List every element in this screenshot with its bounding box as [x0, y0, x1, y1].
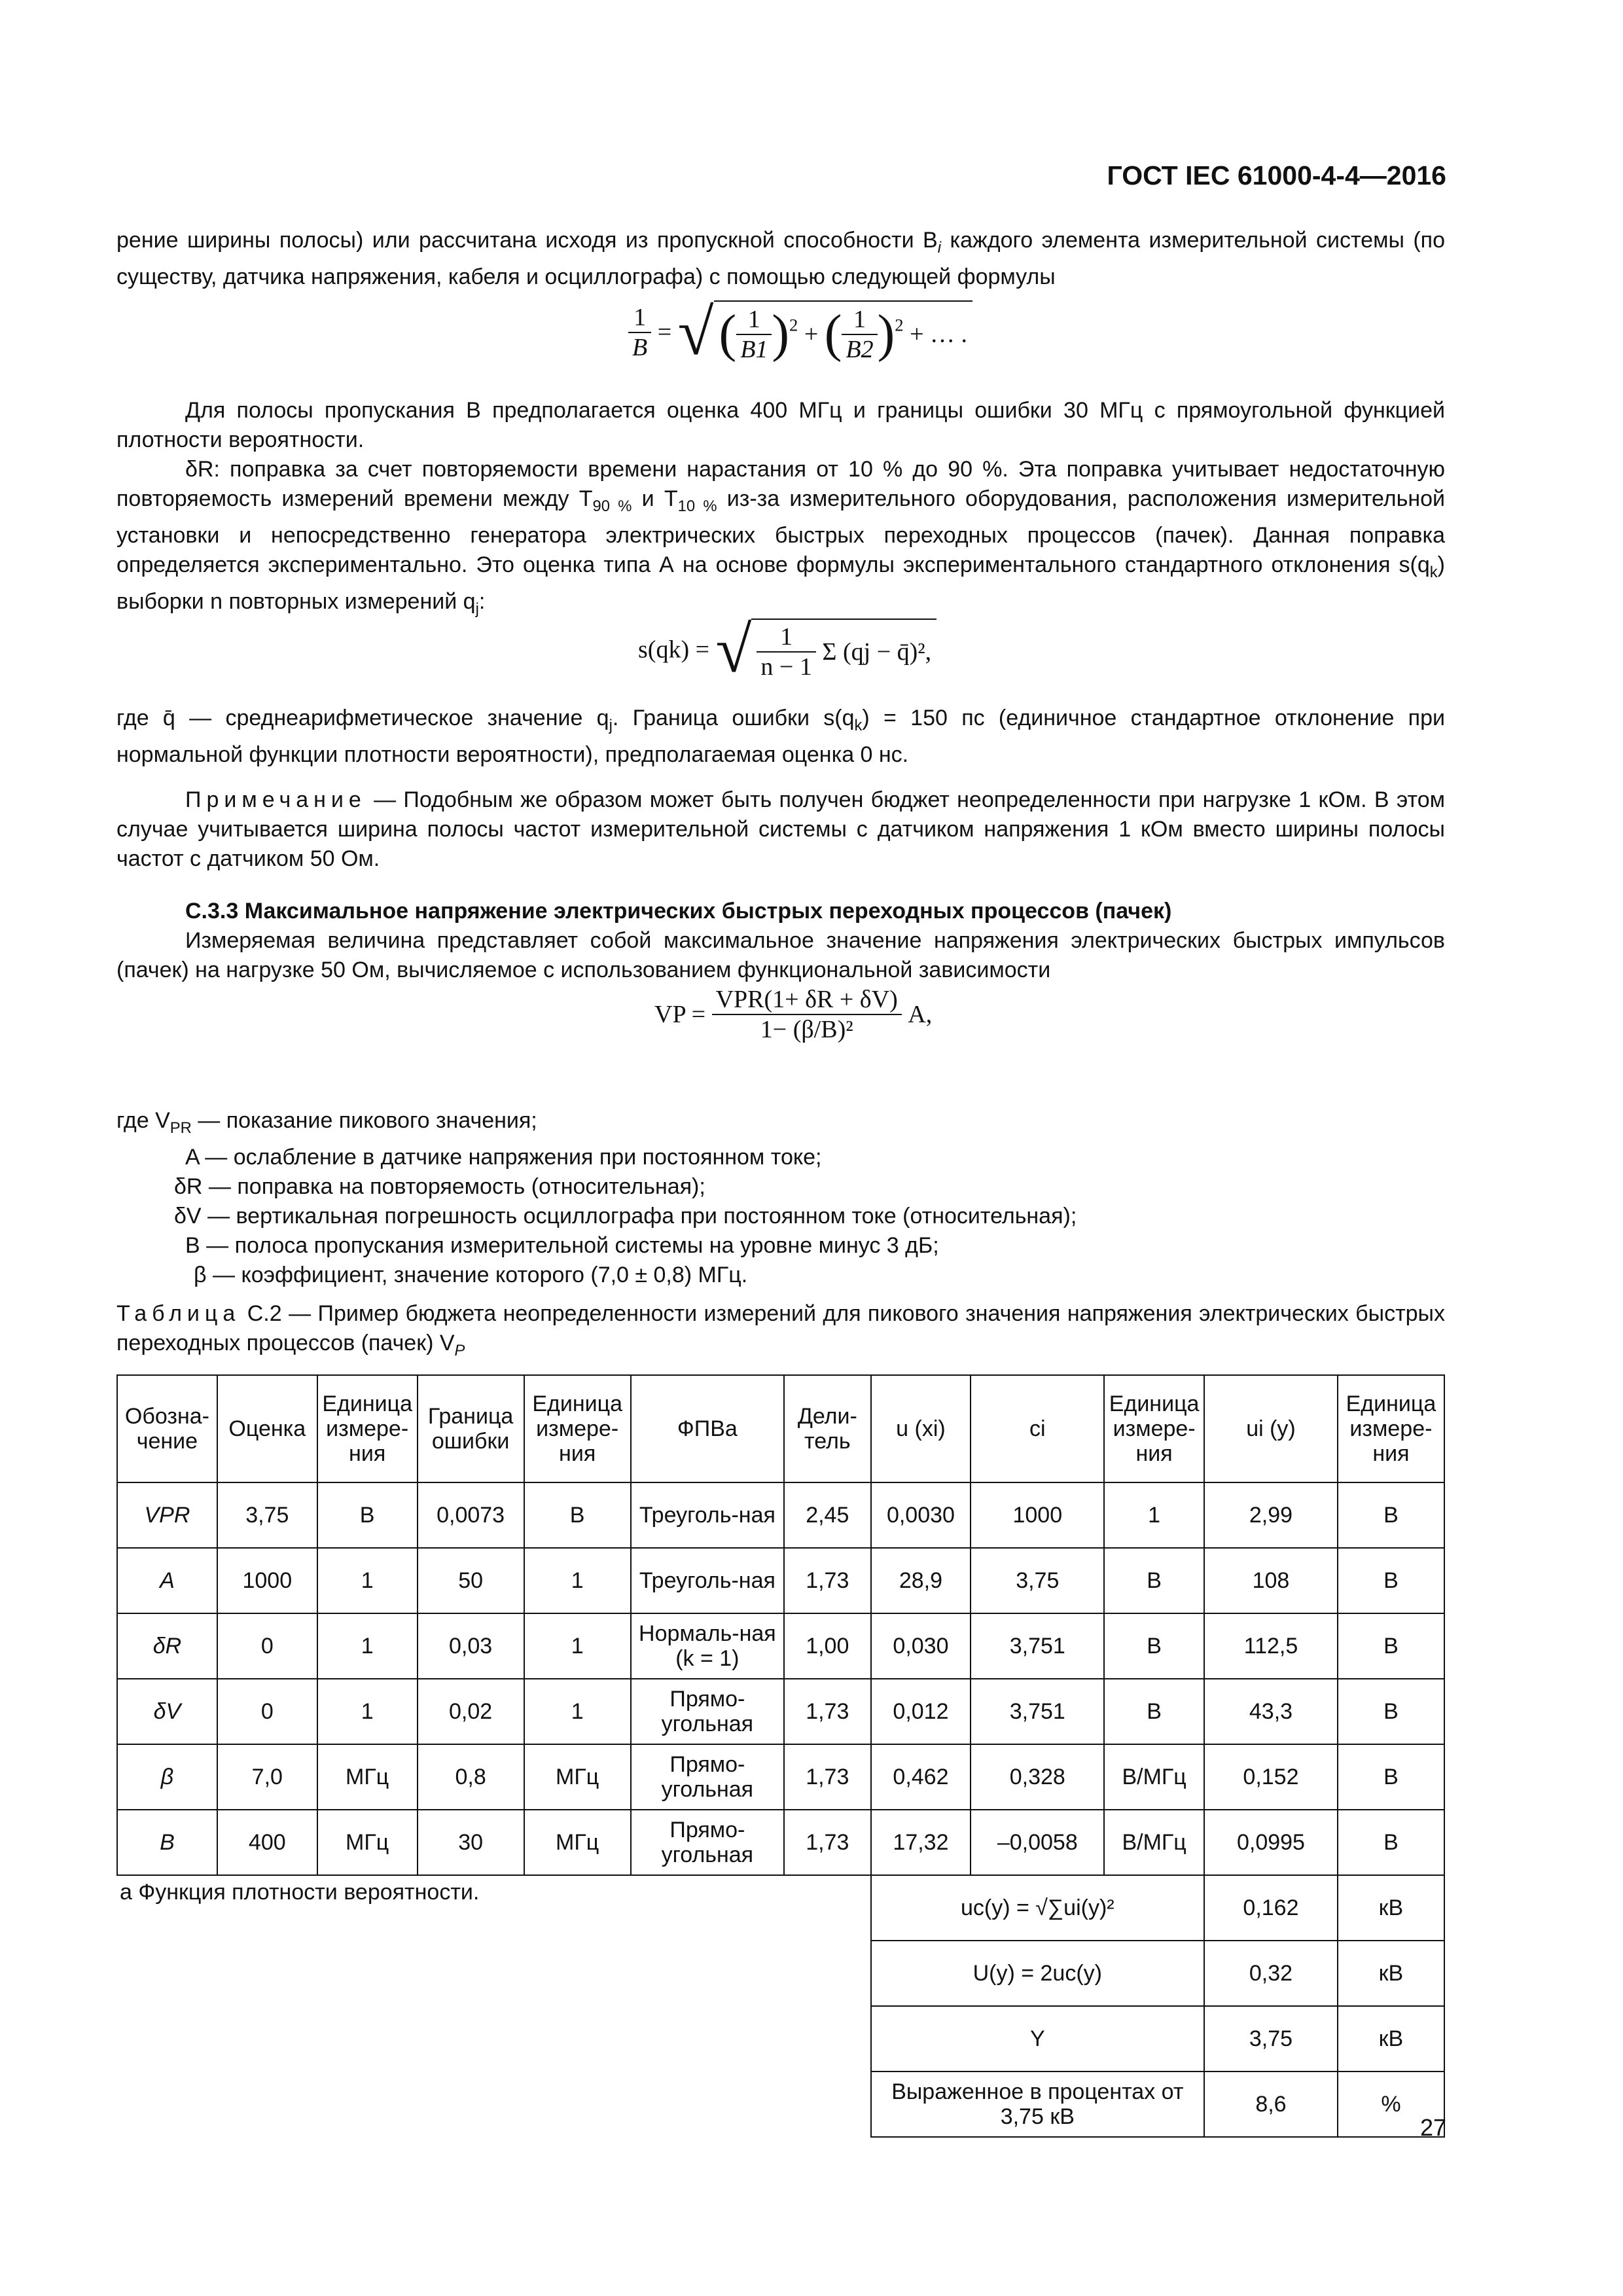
paragraph-delta-r: δR: поправка за счет повторяемости времени нарастания от 10 % до 90 %. Эта поправка учитывает недостаточную повторяемость измерений времени между $T_{90 \%}$ и $T_{10 \%}$ из-за измерительного оборудования, расположения измерительной установки и непосредственно генератора электрических быстрых переходных процессов (пачек). Данная поправка определяется экспериментально. Это оценка типа А на основе формулы экспериментального стандартного отклонения $s(q_k)$ выборки n повторных измерений $q_j$: [116, 457, 1446, 618]
table-cell: 1 [524, 1679, 631, 1744]
table-cell: В/МГц [1104, 1810, 1204, 1875]
table-cell: 2,99 [1204, 1482, 1338, 1548]
table-cell: A [117, 1548, 217, 1613]
table-cell: МГц [524, 1810, 631, 1875]
col-header: Единица измере-ния [1104, 1375, 1204, 1482]
table-cell: 30 [418, 1810, 524, 1875]
table-cell: Прямо-угольная [631, 1810, 784, 1875]
table-cell: 1 [524, 1548, 631, 1613]
table-cell: В [1338, 1548, 1444, 1613]
summary-row-U: U(y) = 2uc(y) 0,32 кВ [117, 1941, 1444, 2006]
paragraph-mean-value: где q̄ — среднеарифметическое значение $q_j$. Граница ошибки $s(q_k) = 150$ пс (единичное стандартное отклонение при нормальной функции плотности вероятности), предполагаемая оценка 0 нс. [116, 706, 1445, 767]
table-cell: δV [117, 1679, 217, 1744]
table-cell: Треуголь-ная [631, 1548, 784, 1613]
table-cell: 0 [217, 1613, 317, 1679]
col-header: Граница ошибки [418, 1375, 524, 1482]
table-cell: В [1338, 1744, 1444, 1810]
table-cell: 0,012 [871, 1679, 971, 1744]
table-cell: 0,328 [971, 1744, 1104, 1810]
table-cell: 1,73 [784, 1744, 870, 1810]
table-cell: 0,03 [418, 1613, 524, 1679]
table-cell: 1,00 [784, 1613, 870, 1679]
table-cell: 1000 [971, 1482, 1104, 1548]
table-cell: 400 [217, 1810, 317, 1875]
table-cell: 112,5 [1204, 1613, 1338, 1679]
paragraph-bandwidth: рение ширины полосы) или рассчитана исходя из пропускной способности $B_i$ каждого элемента измерительной системы (по существу, датчика напряжения, кабеля и осциллографа) с помощью следующей формулы [116, 228, 1446, 289]
table-cell: 28,9 [871, 1548, 971, 1613]
table-cell: 0,0995 [1204, 1810, 1338, 1875]
table-cell: Прямо-угольная [631, 1744, 784, 1810]
table-cell: В/МГц [1104, 1744, 1204, 1810]
table-cell: МГц [317, 1810, 418, 1875]
col-header: Обозна-чение [117, 1375, 217, 1482]
table-header-row [117, 1375, 1444, 1482]
col-header: u (xi) [871, 1375, 971, 1482]
table-cell: Нормаль-ная (k = 1) [631, 1613, 784, 1679]
col-header: ui (y) [1204, 1375, 1338, 1482]
col-header: Единица измере-ния [1338, 1375, 1444, 1482]
table-cell: B [117, 1810, 217, 1875]
table-cell: VPR [117, 1482, 217, 1548]
table-cell: В [1104, 1613, 1204, 1679]
table-cell: 0,0073 [418, 1482, 524, 1548]
formula-standard-deviation: s(qk) = √ $\frac{1}{n - 1}$ Σ (qj − q̄)², [638, 612, 936, 687]
table-cell: 1000 [217, 1548, 317, 1613]
page-number: 27 [1419, 2114, 1446, 2141]
table-cell: β [117, 1744, 217, 1810]
table-cell: 50 [418, 1548, 524, 1613]
table-cell: 1 [1104, 1482, 1204, 1548]
table-cell: В [1338, 1482, 1444, 1548]
formula-peak-voltage: VP = $\frac{\text{VPR(1+ δR + δV)}}{\text{1− (β/B)²}}$ A, [654, 986, 933, 1043]
table-cell: 0 [217, 1679, 317, 1744]
document-id-header: ГОСТ IEC 61000-4-4—2016 [1107, 160, 1446, 190]
table-cell: 1 [524, 1613, 631, 1679]
table-cell: 1 [317, 1548, 418, 1613]
table-cell: В [1338, 1613, 1444, 1679]
table-cell: 0,462 [871, 1744, 971, 1810]
table-cell: Треуголь-ная [631, 1482, 784, 1548]
col-header: ФПВa [631, 1375, 784, 1482]
table-cell: В [524, 1482, 631, 1548]
table-cell: В [1338, 1679, 1444, 1744]
summary-row-uc: a Функция плотности вероятности. uc(y) = √∑ui(y)² 0,162 кВ [117, 1875, 1444, 1941]
table-cell: 2,45 [784, 1482, 870, 1548]
table-cell: 43,3 [1204, 1679, 1338, 1744]
formula-bandwidth: $\frac{1}{B}$ = √ ( $\frac{1}{B1}$ )$^2$ + ( $\frac{1}{B2}$ )$^2$ + … . [628, 295, 972, 370]
table-cell: В [1104, 1548, 1204, 1613]
table-cell: 7,0 [217, 1744, 317, 1810]
table-cell: В [1104, 1679, 1204, 1744]
col-header: Дели-тель [784, 1375, 870, 1482]
table-cell: 1 [317, 1613, 418, 1679]
uncertainty-budget-table [116, 1374, 1445, 2138]
table-footnote: a Функция плотности вероятности. [120, 1880, 480, 1905]
paragraph-measurand: Измеряемая величина представляет собой максимальное значение напряжения электрических быстрых импульсов (пачек) на нагрузке 50 Ом, вычисляемое с использованием функциональной зависимости [116, 928, 1445, 982]
col-header: ci [971, 1375, 1104, 1482]
table-cell: 0,0030 [871, 1482, 971, 1548]
table-cell: 1 [317, 1679, 418, 1744]
table-cell: 17,32 [871, 1810, 971, 1875]
table-cell: 0,152 [1204, 1744, 1338, 1810]
section-heading: C.3.3 Максимальное напряжение электрических быстрых переходных процессов (пачек) Измеряемая величина представляет собой максимальное значение напряжения электрических быстрых импульсов (пачек) на нагрузке 50 Ом, вычисляемое с использованием функциональной зависимости [116, 897, 1445, 985]
table-row [117, 1548, 1444, 1613]
table-cell: 3,751 [971, 1679, 1104, 1744]
table-cell: МГц [317, 1744, 418, 1810]
table-cell: 3,751 [971, 1613, 1104, 1679]
table-cell: 1,73 [784, 1679, 870, 1744]
table-cell: 3,75 [971, 1548, 1104, 1613]
col-header: Единица измере-ния [524, 1375, 631, 1482]
col-header: Оценка [217, 1375, 317, 1482]
paragraph-bandwidth-estimate: Для полосы пропускания B предполагается оценка 400 МГц и границы ошибки 30 МГц с прямоугольной функцией плотности вероятности. [116, 398, 1445, 452]
table-cell: 108 [1204, 1548, 1338, 1613]
table-cell: В [317, 1482, 418, 1548]
table-row [117, 1482, 1444, 1548]
col-header: Единица измере-ния [317, 1375, 418, 1482]
table-cell: 3,75 [217, 1482, 317, 1548]
table-row [117, 1810, 1444, 1875]
summary-row-Y: Y 3,75 кВ [117, 2006, 1444, 2072]
table-cell: 0,02 [418, 1679, 524, 1744]
table-cell: Прямо-угольная [631, 1679, 784, 1744]
table-cell: 1,73 [784, 1548, 870, 1613]
table-cell: δR [117, 1613, 217, 1679]
table-row [117, 1613, 1444, 1679]
table-cell: 1,73 [784, 1810, 870, 1875]
table-row [117, 1679, 1444, 1744]
table-cell: 0,030 [871, 1613, 971, 1679]
table-row [117, 1744, 1444, 1810]
table-caption: Таблица С.2 — Пример бюджета неопределенности измерений для пикового значения напряжения электрических быстрых переходных процессов (пачек) $V_P$ [116, 1301, 1445, 1359]
table-cell: В [1338, 1810, 1444, 1875]
summary-row-percent: Выраженное в процентах от 3,75 кВ 8,6 % [117, 2072, 1444, 2137]
note-paragraph: Примечание — Подобным же образом может быть получен бюджет неопределенности при нагрузке 1 кОм. В этом случае учитывается ширина полосы частот измерительной системы с датчиком напряжения 1 кОм вместо ширины полосы частот с датчиком 50 Ом. [116, 787, 1445, 871]
table-cell: МГц [524, 1744, 631, 1810]
table-cell: 0,8 [418, 1744, 524, 1810]
table-cell: –0,0058 [971, 1810, 1104, 1875]
definitions-list: где $V_{PR}$ — показание пикового значения; A — ослабление в датчике напряжения при постоянном токе; δR — поправка на повторяемость (относительная); δV — вертикальная погрешность осциллографа при постоянном токе (относительная); B — полоса пропускания измерительной системы на уровне минус 3 дБ; β — коэффициент, значение которого (7,0 ± 0,8) МГц. [116, 1108, 1077, 1287]
